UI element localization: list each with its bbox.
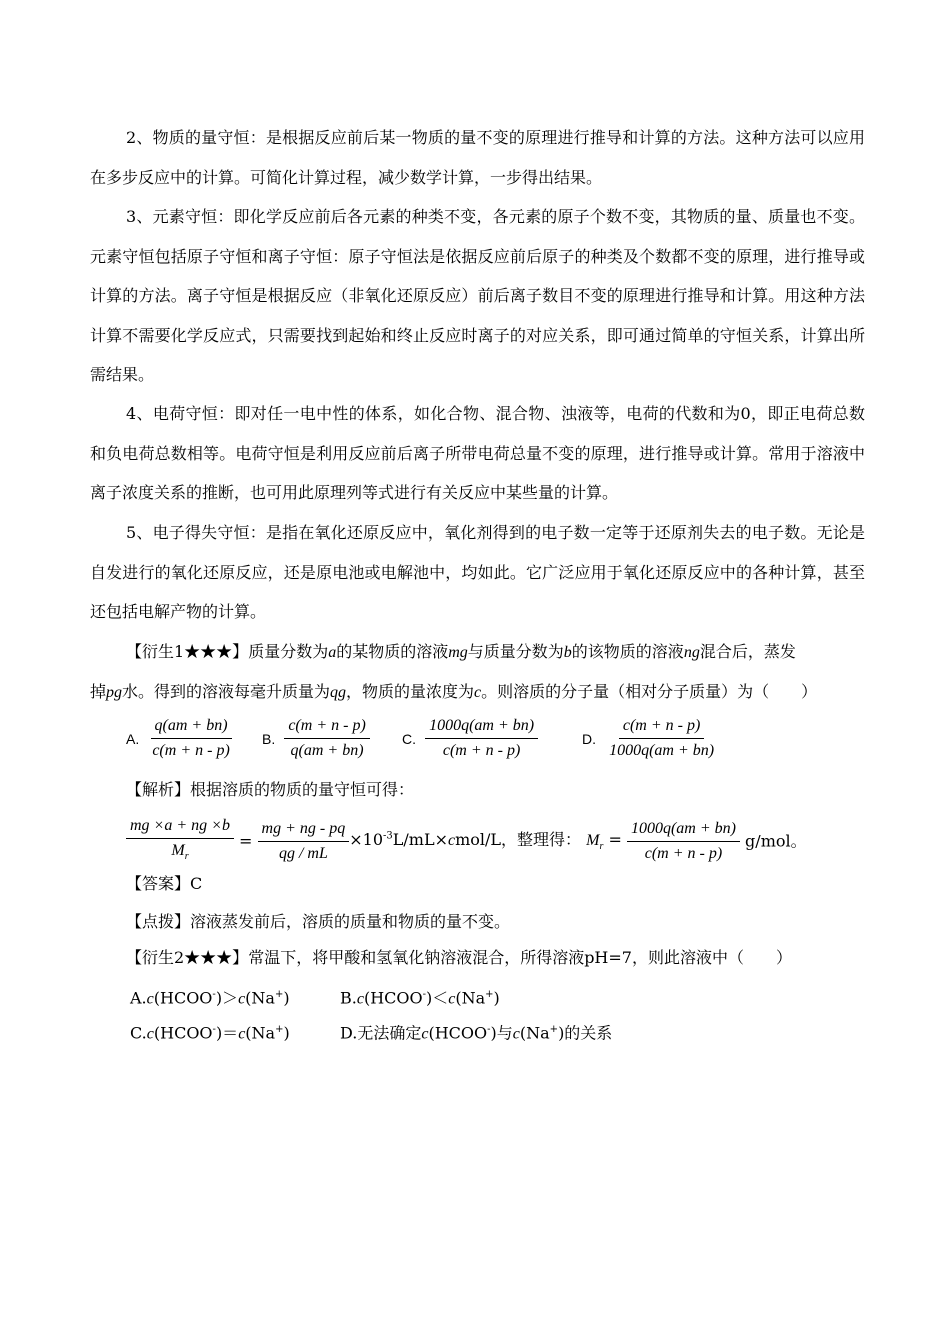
q1-answer: 【答案】C	[126, 874, 203, 893]
eq-mid-fraction: $\frac{mg + ng - pq}{qg / mL}$	[258, 819, 350, 864]
q1-equation: $\frac{mg \times a + ng \times b}{M_r}$ = $\frac{mg + ng - pq}{qg / mL}$ $\times 10^{-3}L/mL\times cmol/L$，整理得： $M_r$ = $\frac{1000q(am + bn)}{c(m + n - p)}$ g/mol。	[126, 816, 807, 867]
q1-option-d[interactable]: D. $\frac{c(m + n - p)}{1000q(am + bn)}$	[582, 717, 715, 759]
paragraph-charge-conservation: 4、电荷守恒：即对任一电中性的体系，如化合物、混合物、浊液等，电荷的代数和为0，即正电荷总数和负电荷总数相等。电荷守恒是利用反应前后离子所带电荷总量不变的原理，进行推导或计算。常用于溶液中离子浓度关系的推断，也可用此原理列等式进行有关反应中某些量的计算。	[90, 404, 865, 502]
q1-stem-line2: 掉pg水。得到的溶液每毫升质量为qg，物质的量浓度为c。则溶质的分子量（相对分子质量）为（ ）	[90, 682, 818, 701]
q1-stem-line1: 【衍生1★★★】质量分数为a的某物质的溶液mg与质量分数为b的该物质的溶液ng混合后，蒸发	[126, 642, 796, 661]
q1-tip: 【点拨】溶液蒸发前后，溶质的质量和物质的量不变。	[126, 912, 511, 931]
q2-option-c[interactable]: C.c(HCOO-)＝c(Na+)	[130, 1023, 290, 1043]
paragraph-electron-conservation: 5、电子得失守恒：是指在氧化还原反应中，氧化剂得到的电子数一定等于还原剂失去的电子数。无论是自发进行的氧化还原反应，还是原电池或电解池中，均如此。它广泛应用于氧化还原反应中的各种计算，甚至还包括电解产物的计算。	[90, 523, 865, 621]
q1-option-a[interactable]: A. $\frac{q(am + bn)}{c(m + n - p)}$	[126, 717, 230, 759]
q1-option-c[interactable]: C. $\frac{1000q(am + bn)}{c(m + n - p)}$	[402, 716, 538, 761]
eq-result-fraction: $\frac{1000q(am + bn)}{c(m + n - p)}$	[627, 819, 740, 864]
paragraph-mass-conservation: 2、物质的量守恒：是根据反应前后某一物质的量不变的原理进行推导和计算的方法。这种方法可以应用在多步反应中的计算。可简化计算过程，减少数学计算，一步得出结果。	[90, 128, 865, 187]
q1-analysis: 【解析】根据溶质的物质的量守恒可得：	[126, 780, 415, 799]
q1-option-b[interactable]: B. $\frac{c(m + n - p)}{q(am + bn)}$	[262, 716, 370, 761]
eq-left-fraction: $\frac{mg \times a + ng \times b}{M_r}$	[126, 816, 234, 867]
q2-option-b[interactable]: B.c(HCOO-)＜c(Na+)	[340, 988, 500, 1008]
q2-stem: 【衍生2★★★】常温下，将甲酸和氢氧化钠溶液混合，所得溶液pH=7，则此溶液中（ ）	[126, 948, 792, 967]
q2-option-a[interactable]: A.c(HCOO-)＞c(Na+)	[130, 988, 290, 1008]
paragraph-element-conservation: 3、元素守恒：即化学反应前后各元素的种类不变，各元素的原子个数不变，其物质的量、质量也不变。元素守恒包括原子守恒和离子守恒：原子守恒法是依据反应前后原子的种类及个数都不变的原理，进行推导或计算的方法。离子守恒是根据反应（非氧化还原反应）前后离子数目不变的原理进行推导和计算。用这种方法计算不需要化学反应式，只需要找到起始和终止反应时离子的对应关系，即可通过简单的守恒关系，计算出所需结果。	[90, 207, 865, 384]
q2-option-d[interactable]: D.无法确定c(HCOO-)与c(Na+)的关系	[340, 1023, 613, 1043]
